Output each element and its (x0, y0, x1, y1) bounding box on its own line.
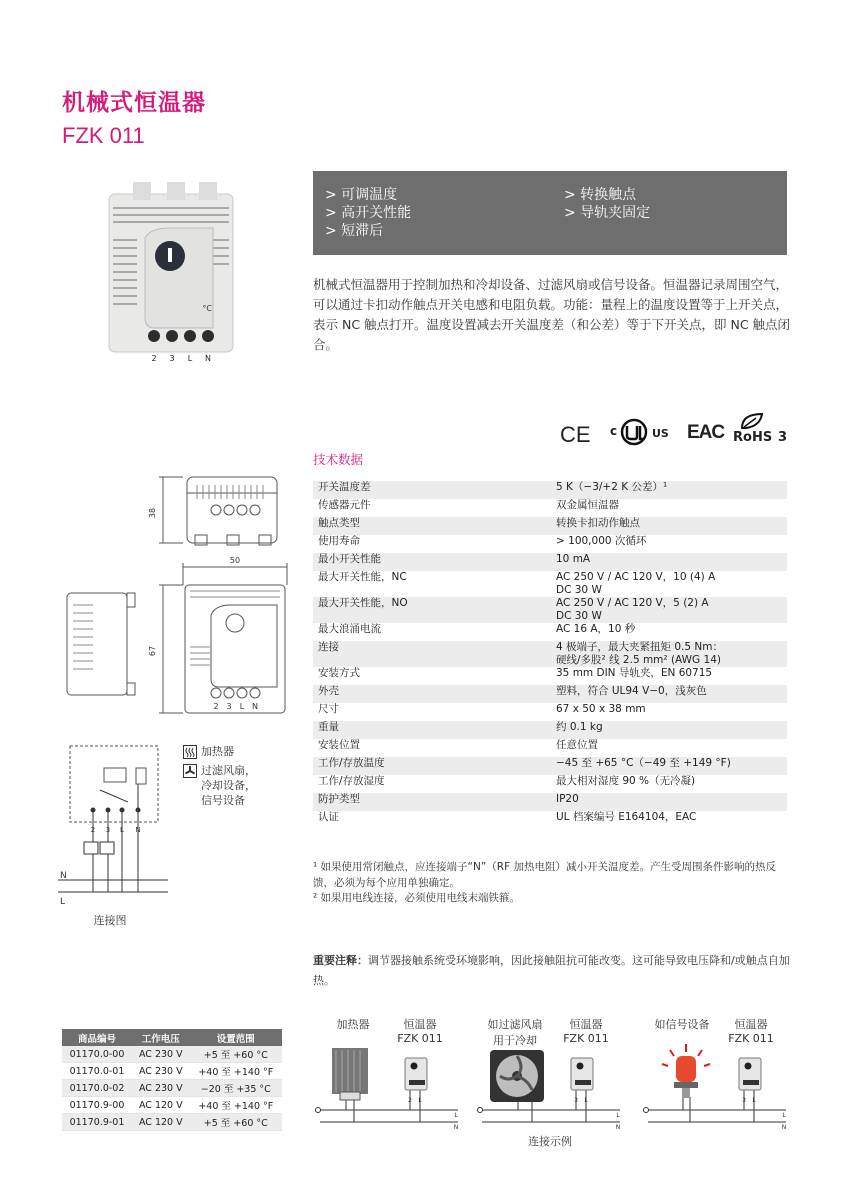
spec-value-line: IP20 (556, 793, 579, 805)
order-cell: +5 至 +60 °C (190, 1114, 282, 1131)
rohs-logo: RoHS (733, 430, 773, 445)
spec-row (313, 775, 787, 793)
ul-logo-icon (618, 418, 650, 446)
spec-value-line: > 100,000 次循环 (556, 535, 647, 547)
ex1-term-b: L (418, 1097, 422, 1104)
spec-value-line: 硬线/多股² 线 2.5 mm² (AWG 14) (556, 654, 721, 666)
spec-key: 认证 (318, 811, 339, 823)
order-row (62, 1046, 282, 1063)
important-note (313, 951, 791, 991)
legend-fan-line: 过滤风扇， (201, 764, 256, 777)
ex-thermo-title: 恒温器 (734, 1018, 768, 1031)
wire-line-N: N (60, 871, 67, 881)
rohs-number: 3 (778, 430, 788, 445)
ex3-L: L (782, 1112, 786, 1119)
ex3-term-a: 3 (742, 1097, 746, 1104)
dim-width: 50 (229, 556, 241, 565)
order-cell: AC 230 V (132, 1046, 190, 1063)
features-col-2 (564, 186, 650, 222)
product-terminal-L: L (187, 354, 193, 363)
spec-key: 最大浪涌电流 (318, 623, 381, 635)
ex-thermo-model: FZK 011 (563, 1032, 609, 1045)
spec-value-line: 任意位置 (556, 739, 598, 751)
spec-row (313, 623, 787, 641)
tech-data-title: 技术数据 (313, 452, 364, 467)
spec-row (313, 703, 787, 721)
order-row (62, 1097, 282, 1114)
eac-logo: EAC (687, 422, 725, 443)
ex2-term-a: 3 (574, 1097, 578, 1104)
spec-value (551, 739, 787, 757)
ce-logo: CE (560, 422, 591, 447)
spec-value-line: DC 30 W (556, 610, 602, 622)
order-cell: 01170.9-01 (62, 1114, 132, 1131)
signal-lamp-icon (662, 1044, 710, 1098)
spec-value (551, 703, 787, 721)
order-table (62, 1029, 282, 1131)
spec-value (551, 685, 787, 703)
examples-caption: 连接示例 (528, 1135, 572, 1148)
spec-row (313, 597, 787, 623)
dim-height: 67 (148, 645, 157, 657)
feature-item: > 高开关性能 (325, 205, 412, 221)
order-cell: AC 120 V (132, 1097, 190, 1114)
spec-value-line: 约 0.1 kg (556, 721, 603, 733)
ex1-L: L (454, 1112, 458, 1119)
order-row (62, 1063, 282, 1080)
ex1-N: N (453, 1124, 459, 1131)
spec-key: 触点类型 (318, 517, 360, 529)
spec-key: 最大开关性能，NC (318, 571, 407, 583)
spec-key: 使用寿命 (318, 535, 360, 547)
spec-row (313, 721, 787, 739)
ex-thermo-title: 恒温器 (569, 1018, 603, 1031)
wire-term-L: L (120, 826, 124, 834)
thermostat-icon (739, 1058, 761, 1090)
spec-value (551, 757, 787, 775)
wire-line-L: L (60, 897, 66, 907)
spec-key: 最大开关性能，NO (318, 597, 408, 609)
product-unit-label: °C (202, 304, 212, 313)
certification-logos (560, 412, 790, 450)
legend-heater: 加热器 (201, 745, 234, 758)
filter-fan-icon (490, 1050, 544, 1102)
order-header: 设置范围 (190, 1029, 282, 1046)
spec-value (551, 623, 787, 641)
ul-c-mark: c (610, 424, 618, 438)
ex-signal-label: 如信号设备 (654, 1018, 710, 1031)
thermostat-icon (405, 1058, 427, 1090)
ex-thermo-model: FZK 011 (728, 1032, 774, 1045)
wiring-caption: 连接图 (93, 914, 127, 927)
wire-term-N: N (135, 826, 141, 834)
order-cell: −20 至 +35 °C (190, 1080, 282, 1097)
ex3-term-b: L (752, 1097, 756, 1104)
spec-value-line: 最大相对湿度 90 %（无冷凝) (556, 775, 696, 787)
product-terminal-2: 2 (151, 354, 157, 363)
product-terminal-3: 3 (169, 354, 175, 363)
wire-term-3: 3 (105, 826, 111, 834)
spec-value (551, 499, 787, 517)
spec-value-line: DC 30 W (556, 584, 602, 596)
footnote-2: ² 如果用电线连接，必须使用电线末端铁箍。 (313, 892, 521, 904)
spec-row (313, 739, 787, 757)
order-cell: +5 至 +60 °C (190, 1046, 282, 1063)
spec-key: 外壳 (318, 685, 339, 697)
spec-value (551, 535, 787, 553)
dimension-drawing (55, 465, 290, 725)
spec-value-line: 转换卡扣动作触点 (556, 517, 640, 529)
dim-terminal-3: 3 (226, 702, 232, 711)
spec-key: 连接 (318, 641, 339, 653)
spec-row (313, 793, 787, 811)
spec-key: 最小开关性能 (318, 553, 381, 565)
dim-terminal-2: 2 (213, 702, 219, 711)
spec-row (313, 535, 787, 553)
spec-value (551, 597, 787, 623)
spec-key: 重量 (318, 721, 339, 733)
spec-row (313, 685, 787, 703)
spec-key: 传感器元件 (318, 499, 371, 511)
order-header: 工作电压 (132, 1029, 190, 1046)
spec-key: 安装位置 (318, 739, 360, 751)
spec-key: 防护类型 (318, 793, 360, 805)
order-cell: 01170.9-00 (62, 1097, 132, 1114)
ex-fan-line: 如过滤风扇 (487, 1018, 543, 1031)
order-cell: AC 230 V (132, 1063, 190, 1080)
feature-item: > 可调温度 (325, 187, 398, 203)
spec-value (551, 517, 787, 535)
spec-key: 工作/存放湿度 (318, 775, 385, 787)
spec-value-line: 双金属恒温器 (556, 499, 619, 511)
spec-value-line: −45 至 +65 °C（−49 至 +149 °F) (556, 757, 731, 769)
description: 机械式恒温器用于控制加热和冷却设备、过滤风扇或信号设备。恒温器记录周围空气，可以通过卡扣动作触点开关电感和电阻负载。功能：量程上的温度设置等于上开关点，表示 NC 触点打开。温度设置减去开关温度差（和公差）等于下开关点，即 NC 触点闭合。 (313, 277, 791, 352)
spec-value (551, 571, 787, 597)
product-terminal-N: N (205, 354, 211, 363)
ex1-term-a: 2 (408, 1097, 412, 1104)
ex-thermo-title: 恒温器 (403, 1018, 437, 1031)
dim-terminal-L: L (239, 702, 245, 711)
spec-row (313, 481, 787, 499)
spec-value (551, 641, 787, 667)
spec-value (551, 811, 787, 829)
legend-fan-line: 信号设备 (201, 794, 245, 807)
ex3-N: N (781, 1124, 787, 1131)
ex-fan-line: 用于冷却 (493, 1034, 537, 1047)
spec-row (313, 667, 787, 685)
spec-row (313, 517, 787, 535)
ex-thermo-label-1 (390, 1016, 450, 1045)
feature-item: > 转换触点 (564, 187, 637, 203)
order-cell: 01170.0-00 (62, 1046, 132, 1063)
spec-value (551, 481, 787, 499)
spec-value (551, 793, 787, 811)
spec-row (313, 553, 787, 571)
spec-value-line: 67 x 50 x 38 mm (556, 703, 646, 715)
spec-row (313, 571, 787, 597)
dim-depth: 38 (148, 507, 157, 519)
ul-us-mark: US (652, 427, 669, 440)
product-image (95, 178, 245, 368)
order-row (62, 1114, 282, 1131)
spec-row (313, 499, 787, 517)
features-bar (313, 171, 787, 255)
thermostat-icon (571, 1058, 593, 1090)
spec-value (551, 553, 787, 571)
ex-thermo-label-2 (556, 1016, 616, 1045)
spec-key: 开关温度差 (318, 481, 371, 493)
feature-item: > 导轨夹固定 (564, 205, 651, 221)
order-cell: AC 120 V (132, 1114, 190, 1131)
spec-row (313, 757, 787, 775)
note-text: 调节器接触系统受环境影响，因此接触阻抗可能改变。这可能导致电压降和/或触点自加热。 (313, 954, 790, 987)
order-header: 商品编号 (62, 1029, 132, 1046)
order-cell: 01170.0-02 (62, 1080, 132, 1097)
spec-value-line: AC 250 V / AC 120 V，10 (4) A (556, 571, 716, 583)
spec-value-line: 35 mm DIN 导轨夹，EN 60715 (556, 667, 713, 679)
spec-value-line: 10 mA (556, 553, 591, 565)
order-row (62, 1080, 282, 1097)
spec-row (313, 811, 787, 829)
spec-row (313, 641, 787, 667)
legend-fan (201, 763, 256, 808)
ex2-term-b: L (584, 1097, 588, 1104)
spec-value-line: 5 K（−3/+2 K 公差）¹ (556, 481, 668, 493)
ex-thermo-label-3 (721, 1016, 781, 1045)
spec-key: 尺寸 (318, 703, 339, 715)
ex-thermo-model: FZK 011 (397, 1032, 443, 1045)
page-title: 机械式恒温器 (62, 90, 206, 116)
legend-fan-line: 冷却设备， (201, 779, 256, 792)
spec-key: 安装方式 (318, 667, 360, 679)
fan-icon (183, 764, 197, 778)
heater-icon (183, 745, 197, 759)
spec-value (551, 667, 787, 685)
spec-value-line: UL 档案编号 E164104，EAC (556, 811, 697, 823)
dim-terminal-N: N (252, 702, 258, 711)
spec-value (551, 775, 787, 793)
ex2-L: L (616, 1112, 620, 1119)
rohs-leaf-icon (738, 412, 766, 430)
order-cell: +40 至 +140 °F (190, 1097, 282, 1114)
spec-value-line: 4 极端子，最大夹紧扭矩 0.5 Nm： (556, 641, 723, 653)
ex2-N: N (615, 1124, 621, 1131)
spec-value (551, 721, 787, 739)
features-col-1 (325, 186, 411, 240)
order-cell: AC 230 V (132, 1080, 190, 1097)
spec-value-line: AC 16 A，10 秒 (556, 623, 636, 635)
wire-term-2: 2 (90, 826, 96, 834)
order-cell: 01170.0-01 (62, 1063, 132, 1080)
model-number: FZK 011 (62, 123, 145, 148)
order-cell: +40 至 +140 °F (190, 1063, 282, 1080)
spec-key: 工作/存放温度 (318, 757, 385, 769)
footnotes (313, 860, 791, 907)
spec-table (313, 481, 787, 829)
spec-value-line: AC 250 V / AC 120 V，5 (2) A (556, 597, 709, 609)
connection-examples (310, 1042, 795, 1132)
spec-value-line: 塑料，符合 UL94 V−0，浅灰色 (556, 685, 707, 697)
footnote-1: ¹ 如果使用常闭触点，应连接端子“N”（RF 加热电阻）减小开关温度差。产生受周围条件影响的热反馈，必须为每个应用单独确定。 (313, 861, 776, 889)
wiring-diagram (58, 740, 168, 915)
ex-heater-label: 加热器 (336, 1018, 370, 1031)
note-label: 重要注释： (313, 954, 368, 967)
feature-item: > 短滞后 (325, 223, 384, 239)
